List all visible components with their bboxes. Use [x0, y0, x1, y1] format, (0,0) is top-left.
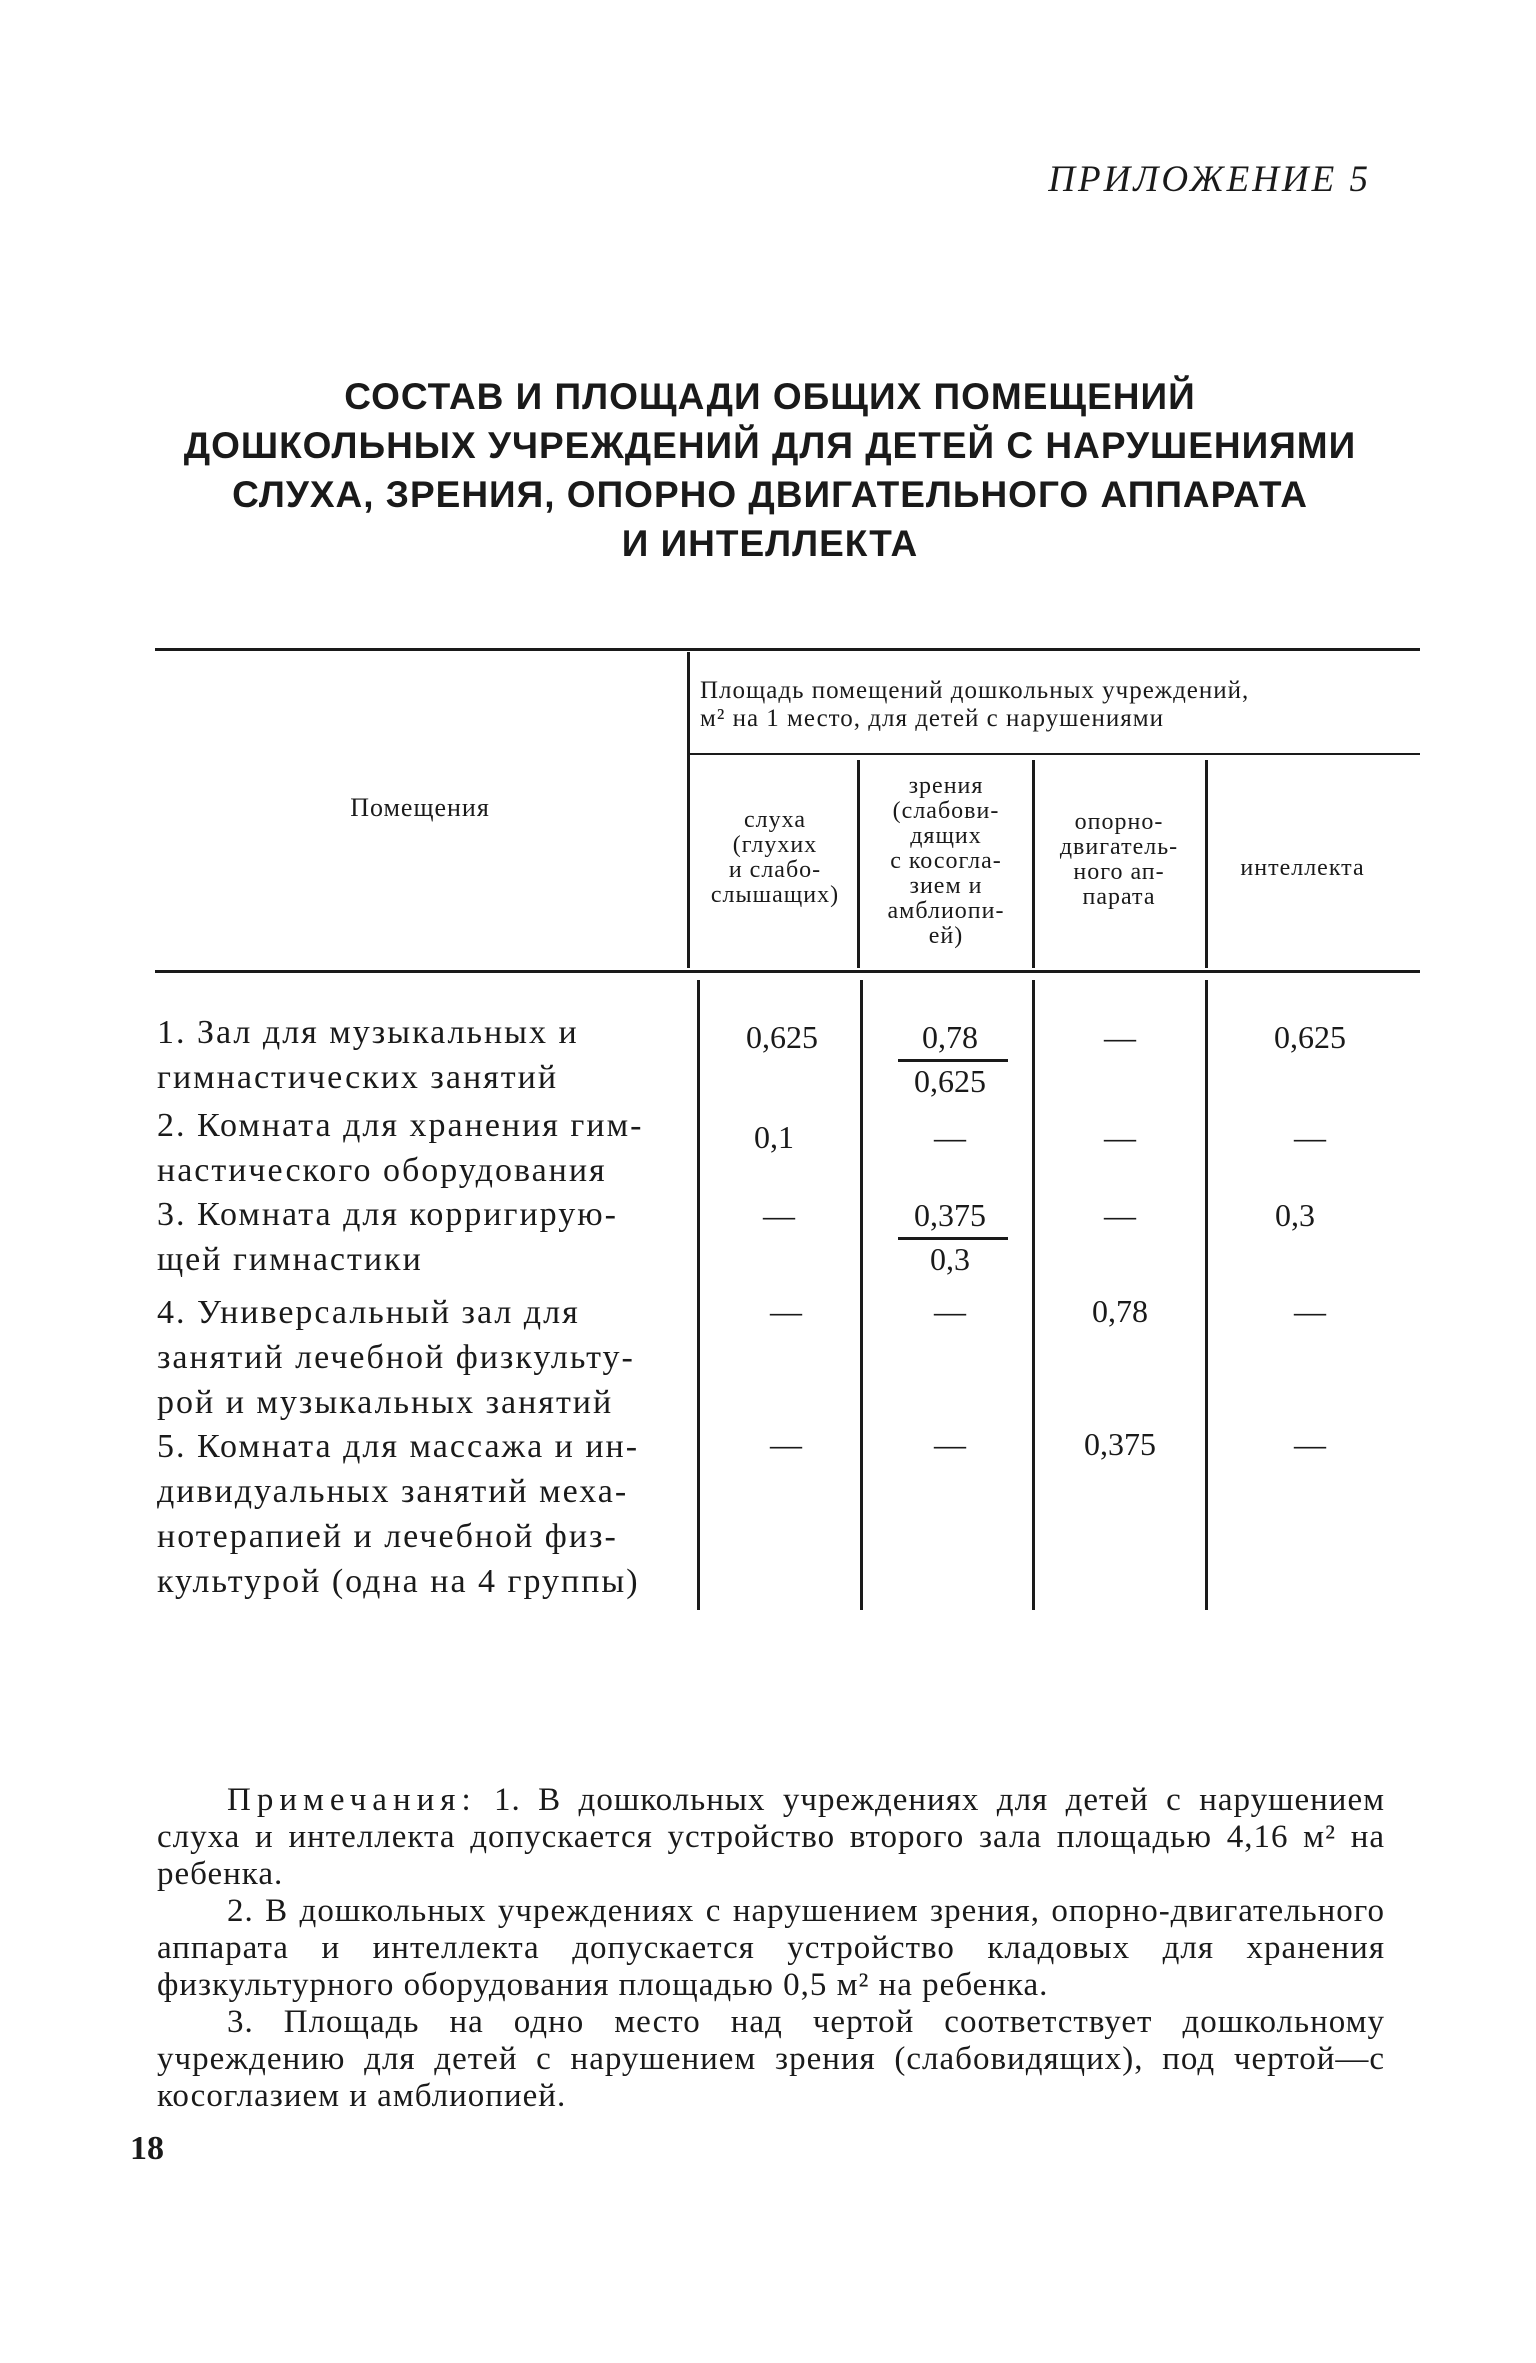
header-line: опорно-	[1074, 809, 1164, 835]
appendix-label: ПРИЛОЖЕНИЕ 5	[1048, 159, 1371, 200]
area-span-header	[700, 677, 1390, 733]
header-sub-rule	[690, 753, 1420, 755]
hearing-value: —	[770, 1293, 802, 1329]
table-row-label	[157, 1103, 677, 1193]
fraction-bar	[898, 1059, 1008, 1062]
fraction-denominator: 0,625	[914, 1063, 986, 1099]
title-line: И ИНТЕЛЛЕКТА	[621, 523, 919, 564]
header-line: интеллекта	[1240, 855, 1365, 881]
table-row-label	[157, 1010, 677, 1100]
label-line: 4. Универсальный зал для	[157, 1294, 580, 1331]
label-line: щей гимнастики	[157, 1241, 423, 1278]
hearing-value: 0,625	[746, 1019, 818, 1055]
motor-value: —	[1104, 1019, 1136, 1055]
header-line: и слабо-	[728, 857, 822, 883]
intellect-value: —	[1294, 1119, 1326, 1155]
title-line: СЛУХА, ЗРЕНИЯ, ОПОРНО ДВИГАТЕЛЬНОГО АППАРАТА	[232, 474, 1308, 515]
body-divider	[860, 980, 863, 1610]
notes-prefix: Примечания:	[227, 1782, 477, 1818]
header-line: (глухих	[732, 832, 818, 858]
header-line: двигатель-	[1059, 834, 1179, 860]
header-line: зрения	[908, 773, 984, 799]
label-line: занятий лечебной физкульту-	[157, 1339, 635, 1376]
vision-value: —	[934, 1426, 966, 1462]
hearing-value: —	[763, 1197, 795, 1233]
vision-value: —	[934, 1293, 966, 1329]
table-top-rule	[155, 648, 1420, 651]
header-divider	[687, 652, 690, 968]
body-divider	[1032, 980, 1035, 1610]
vision-column-header	[862, 774, 1030, 949]
note-text: 1. В дошкольных учреждениях для детей с нарушением слуха и интеллекта допускается устройство второго зала площадью 4,16 м² на ребенка.	[157, 1782, 1385, 1892]
motor-column-header	[1036, 810, 1202, 910]
motor-value: —	[1104, 1197, 1136, 1233]
header-divider	[857, 760, 860, 968]
header-bottom-rule	[155, 970, 1420, 973]
intellect-value: —	[1294, 1426, 1326, 1462]
hearing-value: 0,1	[754, 1119, 794, 1155]
vision-fraction	[870, 1195, 1030, 1279]
header-line: парата	[1082, 884, 1156, 910]
header-line: ей)	[928, 923, 964, 949]
span-header-line: Площадь помещений дошкольных учреждений,	[700, 677, 1250, 704]
label-line: дивидуальных занятий меха-	[157, 1473, 629, 1510]
fraction-bar	[898, 1237, 1008, 1240]
label-line: культурой (одна на 4 группы)	[157, 1563, 640, 1600]
note-2	[157, 1893, 1385, 2004]
table-row-label	[157, 1192, 677, 1282]
intellect-column-header	[1210, 856, 1395, 881]
label-line: 1. Зал для музыкальных и	[157, 1014, 579, 1051]
label-line: 5. Комната для массажа и ин-	[157, 1428, 640, 1465]
intellect-value: 0,3	[1275, 1197, 1315, 1233]
page-number: 18	[130, 2130, 164, 2167]
note-1	[157, 1782, 1385, 1893]
motor-value: 0,78	[1092, 1293, 1148, 1329]
note-3	[157, 2004, 1385, 2115]
label-line: рой и музыкальных занятий	[157, 1384, 614, 1421]
header-line: с косогла-	[890, 848, 1002, 874]
document-title	[140, 372, 1400, 568]
header-line: амблиопи-	[887, 898, 1005, 924]
title-line: ДОШКОЛЬНЫХ УЧРЕЖДЕНИЙ ДЛЯ ДЕТЕЙ С НАРУШЕНИЯМИ	[183, 425, 1357, 466]
title-line: СОСТАВ И ПЛОЩАДИ ОБЩИХ ПОМЕЩЕНИЙ	[344, 376, 1196, 417]
header-line: ного ап-	[1073, 859, 1165, 885]
label-line: 3. Комната для корригирую-	[157, 1196, 618, 1233]
intellect-value: 0,625	[1274, 1019, 1346, 1055]
table-row-label	[157, 1424, 677, 1604]
span-header-line: м² на 1 место, для детей с нарушениями	[700, 705, 1164, 732]
body-divider	[697, 980, 700, 1610]
fraction-numerator: 0,78	[922, 1019, 978, 1055]
label-line: гимнастических занятий	[157, 1059, 559, 1096]
header-line: слышащих)	[710, 882, 840, 908]
header-line: (слабови-	[892, 798, 1000, 824]
table-row-label	[157, 1290, 677, 1425]
intellect-value: —	[1294, 1293, 1326, 1329]
body-divider	[1205, 980, 1208, 1610]
hearing-value: —	[770, 1426, 802, 1462]
rooms-column-header: Помещения	[350, 793, 490, 822]
fraction-numerator: 0,375	[914, 1197, 986, 1233]
motor-value: 0,375	[1084, 1426, 1156, 1462]
vision-fraction	[870, 1017, 1030, 1101]
header-line: слуха	[744, 807, 806, 833]
label-line: нотерапией и лечебной физ-	[157, 1518, 618, 1555]
note-text: 3. Площадь на одно место над чертой соответствует дошкольному учреждению для детей с нарушением зрения (слабовидящих), под чертой—с косоглазием и амблиопией.	[157, 2004, 1385, 2114]
fraction-denominator: 0,3	[930, 1241, 970, 1277]
label-line: настического оборудования	[157, 1152, 607, 1189]
vision-value: —	[934, 1119, 966, 1155]
header-divider	[1032, 760, 1035, 968]
header-divider	[1205, 760, 1208, 968]
label-line: 2. Комната для хранения гим-	[157, 1107, 644, 1144]
notes-section	[157, 1782, 1385, 2115]
hearing-column-header	[695, 808, 855, 908]
motor-value: —	[1104, 1119, 1136, 1155]
note-text: 2. В дошкольных учреждениях с нарушением зрения, опорно-двигательного аппарата и интеллекта допускается устройство кладовых для хранения физкультурного оборудования площадью 0,5 м² на ребенка.	[157, 1893, 1385, 2003]
header-line: зием и	[909, 873, 983, 899]
header-line: дящих	[910, 823, 982, 849]
